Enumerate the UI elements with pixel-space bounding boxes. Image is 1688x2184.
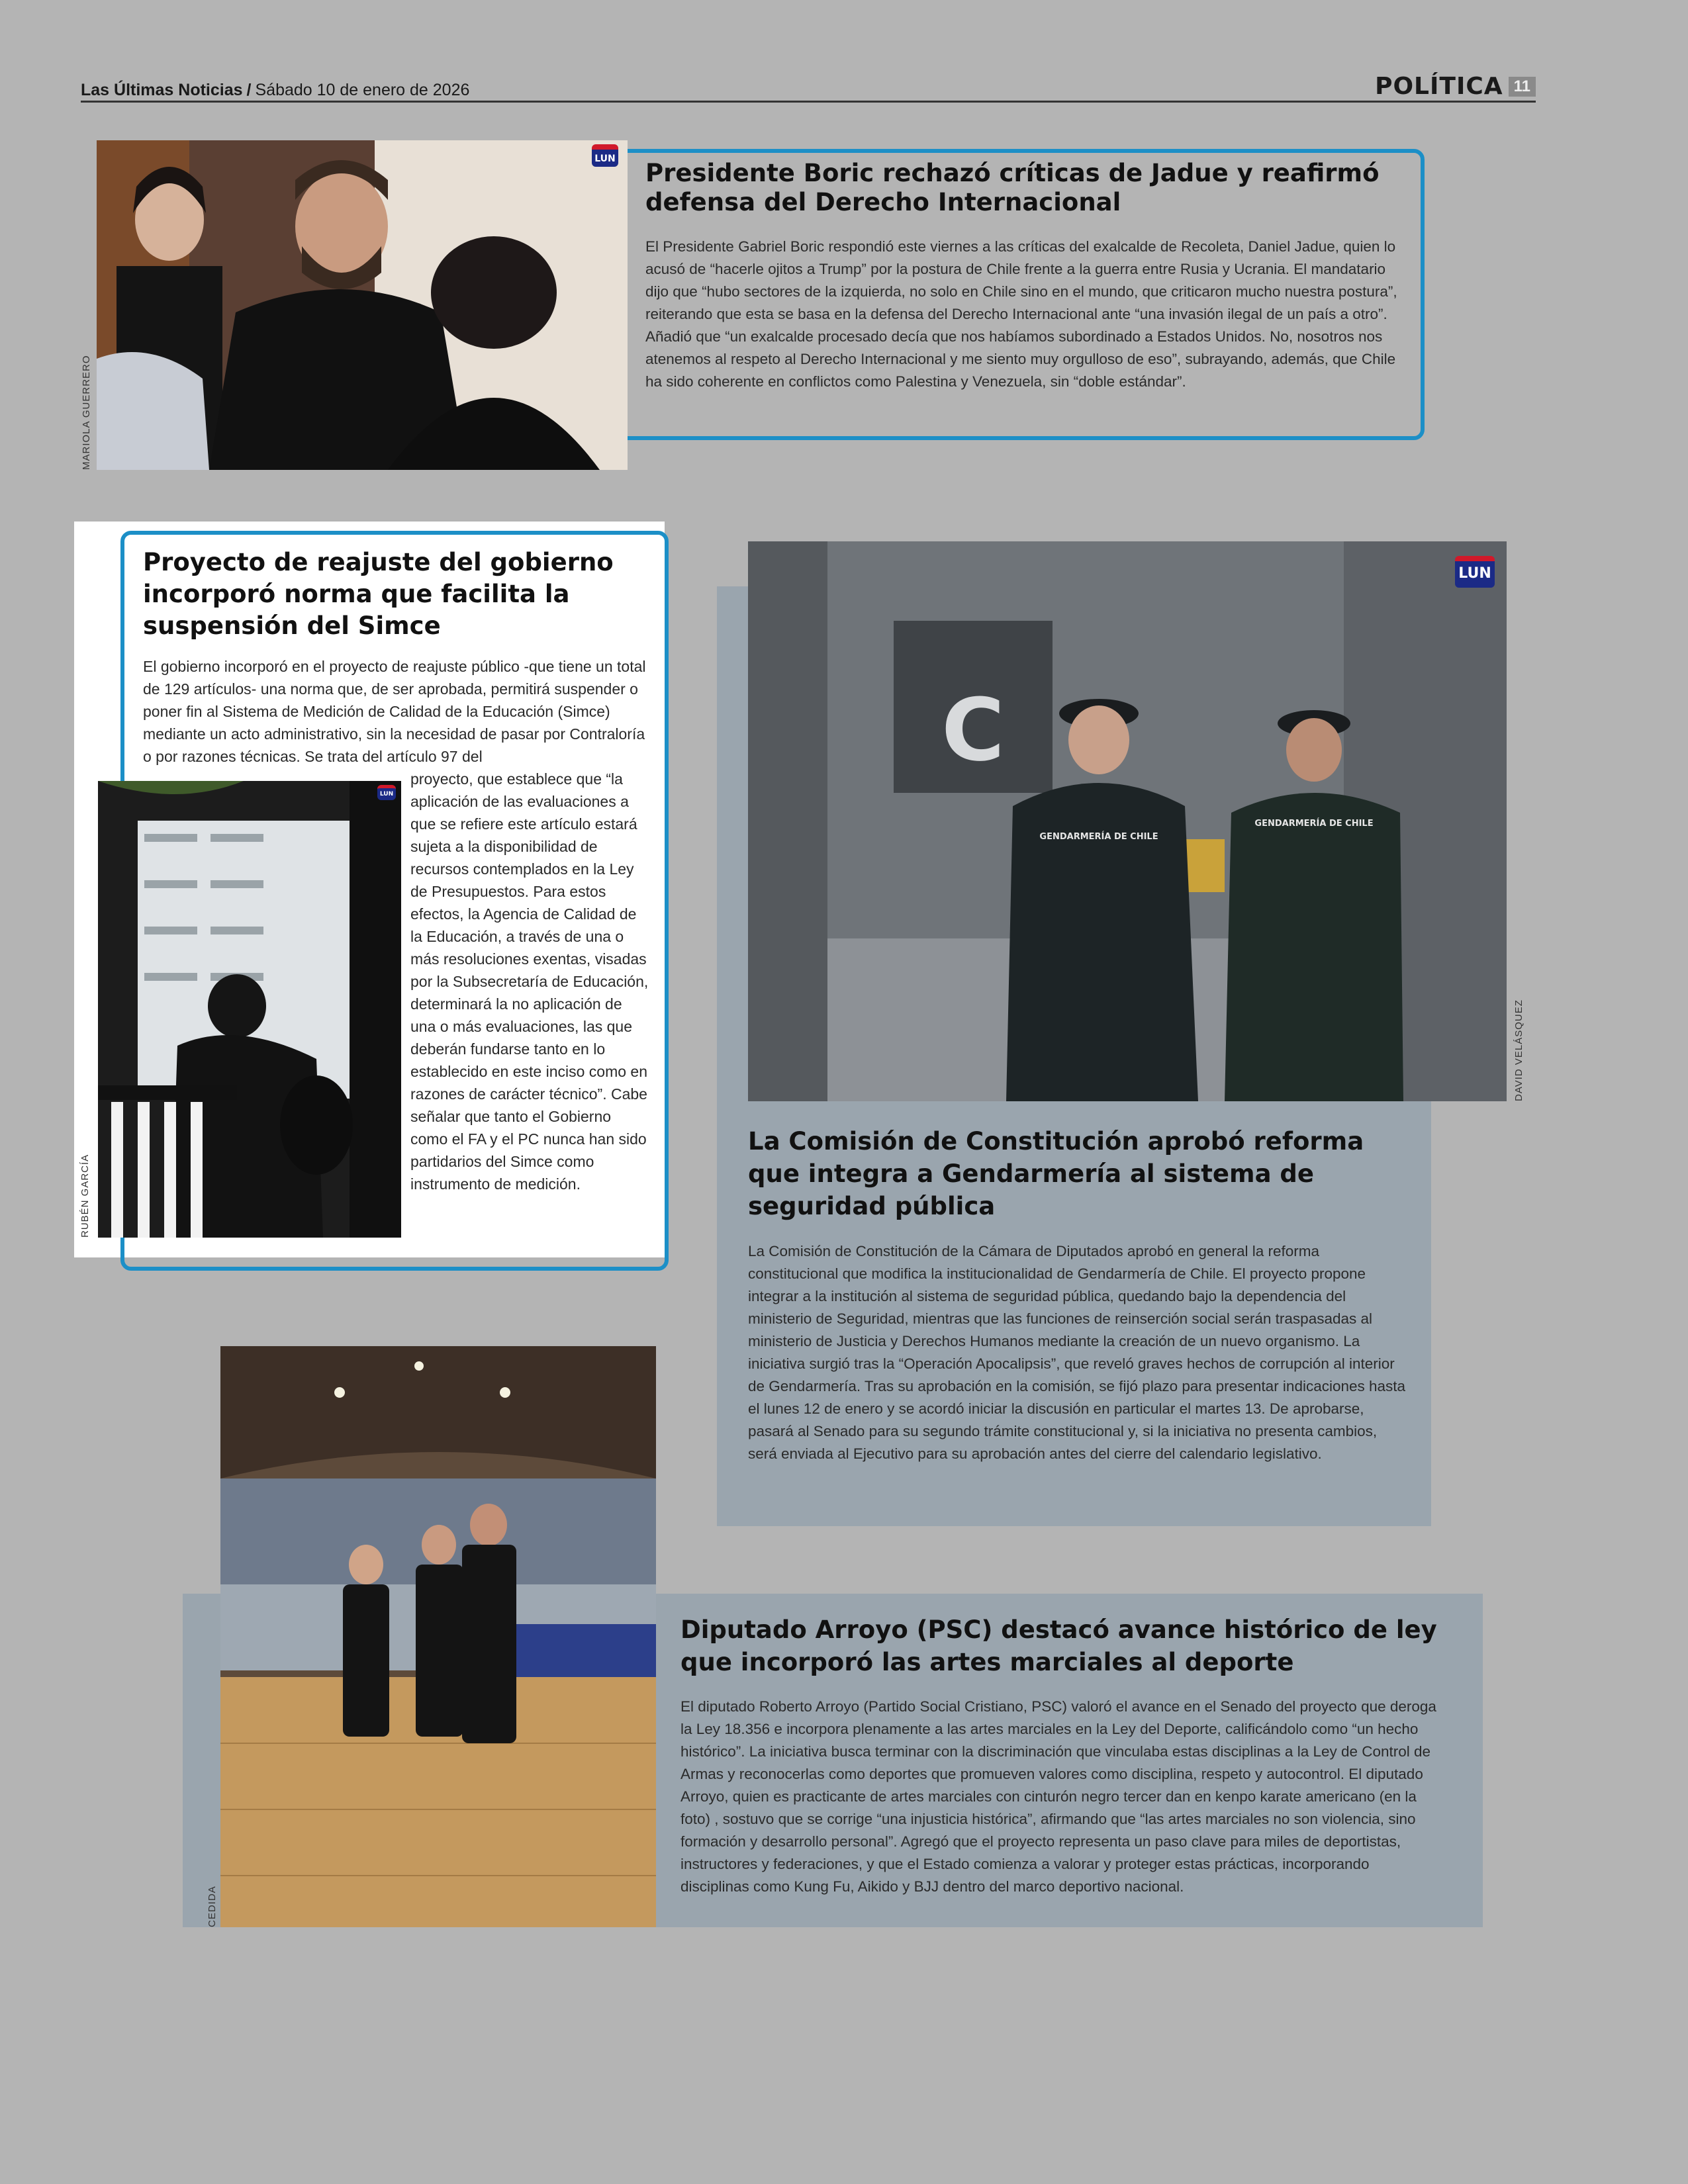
story1-body: El Presidente Gabriel Boric respondió este viernes a las críticas del exalcalde de Recoleta, Daniel Jadue, quien lo acusó de “hacerle ojitos a Trump” por la postura de Chile frente a la guerra entre Rusia y Ucrania. El mandatario dijo que “hubo sectores de la izquierda, no solo en Chile sino en el mundo, que criticaron mucho nuestra postura”, reiterando que esta se basa en la defensa del Derecho Internacional ante “una invasión ilegal de un país a otro”. Añadió que “un exalcalde procesado decía que nos habíamos subordinado a Estados Unidos. No, nosotros nos atenemos al respeto al Derecho Internacional y me siento muy orgulloso de eso”, subrayando, además, que Chile ha sido coherente en conflictos como Palestina y Venezuela, sin “doble estándar”. (645, 238, 1397, 390)
story3-body: La Comisión de Constitución de la Cámara de Diputados aprobó en general la reforma constitucional que modifica la institucionalidad de Gendarmería de Chile. El proyecto propone integrar a la institución al sistema de seguridad pública, quedando bajo la dependencia del ministerio de Seguridad, mientras que las funciones de reinserción social serán traspasadas al ministerio de Justicia y Derechos Humanos mediante la creación de un nuevo organismo. La iniciativa surgió tras la “Operación Apocalipsis”, que reveló graves hechos de corrupción al interior de Gendarmería. Tras su aprobación en la comisión, se fijó plazo para presentar indicaciones hasta el lunes 12 de enero y se acordó iniciar la discusión en particular el martes 13. De aprobarse, pasará al Senado para su segundo trámite constitucional y, si la iniciativa no presenta cambios, será enviada al Ejecutivo para su aprobación antes del cierre del calendario legislativo. (748, 1243, 1406, 1462)
story1-photo (97, 140, 628, 470)
vest-text-right: GENDARMERÍA DE CHILE (1254, 819, 1374, 829)
section-title: POLÍTICA (1375, 73, 1503, 100)
story4-photo (220, 1346, 656, 1927)
story2-photo (98, 781, 401, 1238)
story4-photo-credit: CEDIDA (207, 1886, 218, 1927)
story2-headline: Proyecto de reajuste del gobierno incorporó norma que facilita la suspensión del Simce (143, 548, 614, 640)
story1-headline: Presidente Boric rechazó críticas de Jadue y reafirmó defensa del Derecho Internacional (645, 159, 1380, 217)
story4-headline: Diputado Arroyo (PSC) destacó avance histórico de ley que incorporó las artes marciales al deporte (680, 1615, 1437, 1676)
story2-photo-credit: RUBÉN GARCÍA (79, 1154, 91, 1238)
newspaper-name: Las Últimas Noticias (81, 81, 243, 99)
story3-photo-credit: DAVID VELÁSQUEZ (1513, 999, 1524, 1101)
story3-photo (748, 541, 1507, 1101)
lun-logo: LUN (1455, 556, 1495, 588)
section-header (1375, 73, 1536, 100)
story2-body-column: proyecto, que establece que “la aplicación de las evaluaciones a que se refiere este artículo estará sujeta a la disponibilidad de recursos contemplados en la Ley de Presupuestos. Para estos efectos, la Agencia de Calidad de la Educación, a través de una o más resoluciones exentas, visadas por la Subsecretaría de Educación, determinará la no aplicación de una o más evaluaciones, las que deberán fundarse tanto en lo establecido en este inciso como en razones de carácter técnico”. Cabe señalar que tanto el Gobierno como el FA y el PC nunca han sido partidarios del Simce como instrumento de medición. (410, 770, 649, 1193)
masthead-separator: / (246, 81, 252, 99)
photo-sign-letter: C (941, 680, 1005, 780)
lun-logo: LUN (377, 785, 396, 800)
story2-body-intro: El gobierno incorporó en el proyecto de reajuste público -que tiene un total de 129 artículos- una norma que, de ser aprobada, permitirá suspender o poner fin al Sistema de Medición de Calidad de la Educación (Simce) mediante un acto administrativo, sin la necesidad de pasar por Contraloría o por razones técnicas. Se trata del artículo 97 del (143, 658, 646, 765)
vest-text-left: GENDARMERÍA DE CHILE (1039, 832, 1158, 842)
lun-logo: LUN (592, 144, 618, 167)
story3-headline: La Comisión de Constitución aprobó reforma que integra a Gendarmería al sistema de seguridad pública (748, 1127, 1364, 1220)
issue-date: Sábado 10 de enero de 2026 (255, 81, 470, 99)
story1-photo-credit: MARIOLA GUERRERO (81, 355, 92, 470)
page-number: 11 (1509, 77, 1536, 97)
story4-body: El diputado Roberto Arroyo (Partido Social Cristiano, PSC) valoró el avance en el Senado del proyecto que deroga la Ley 18.356 e incorpora plenamente a las artes marciales en la Ley del Deporte, calificándolo como “un hecho histórico”. La iniciativa busca terminar con la discriminación que vinculaba estas disciplinas a la Ley de Control de Armas y reconocerlas como deportes que promueven valores como disciplina, respeto y autocontrol. El diputado Arroyo, quien es practicante de artes marciales con cinturón negro tercer dan en kenpo karate americano (en la foto) , sostuvo que se corrige “una injusticia histórica”, afirmando que “las artes marciales no son violencia, sino formación y desarrollo personal”. Agregó que el proyecto representa un paso clave para miles de deportistas, instructores y federaciones, y que el Estado comienza a valorar y proteger estas prácticas, incorporando disciplinas como Kung Fu, Aikido y BJJ dentro del marco deportivo nacional. (680, 1698, 1436, 1895)
masthead-line (81, 81, 469, 100)
header-rule (81, 101, 1536, 103)
